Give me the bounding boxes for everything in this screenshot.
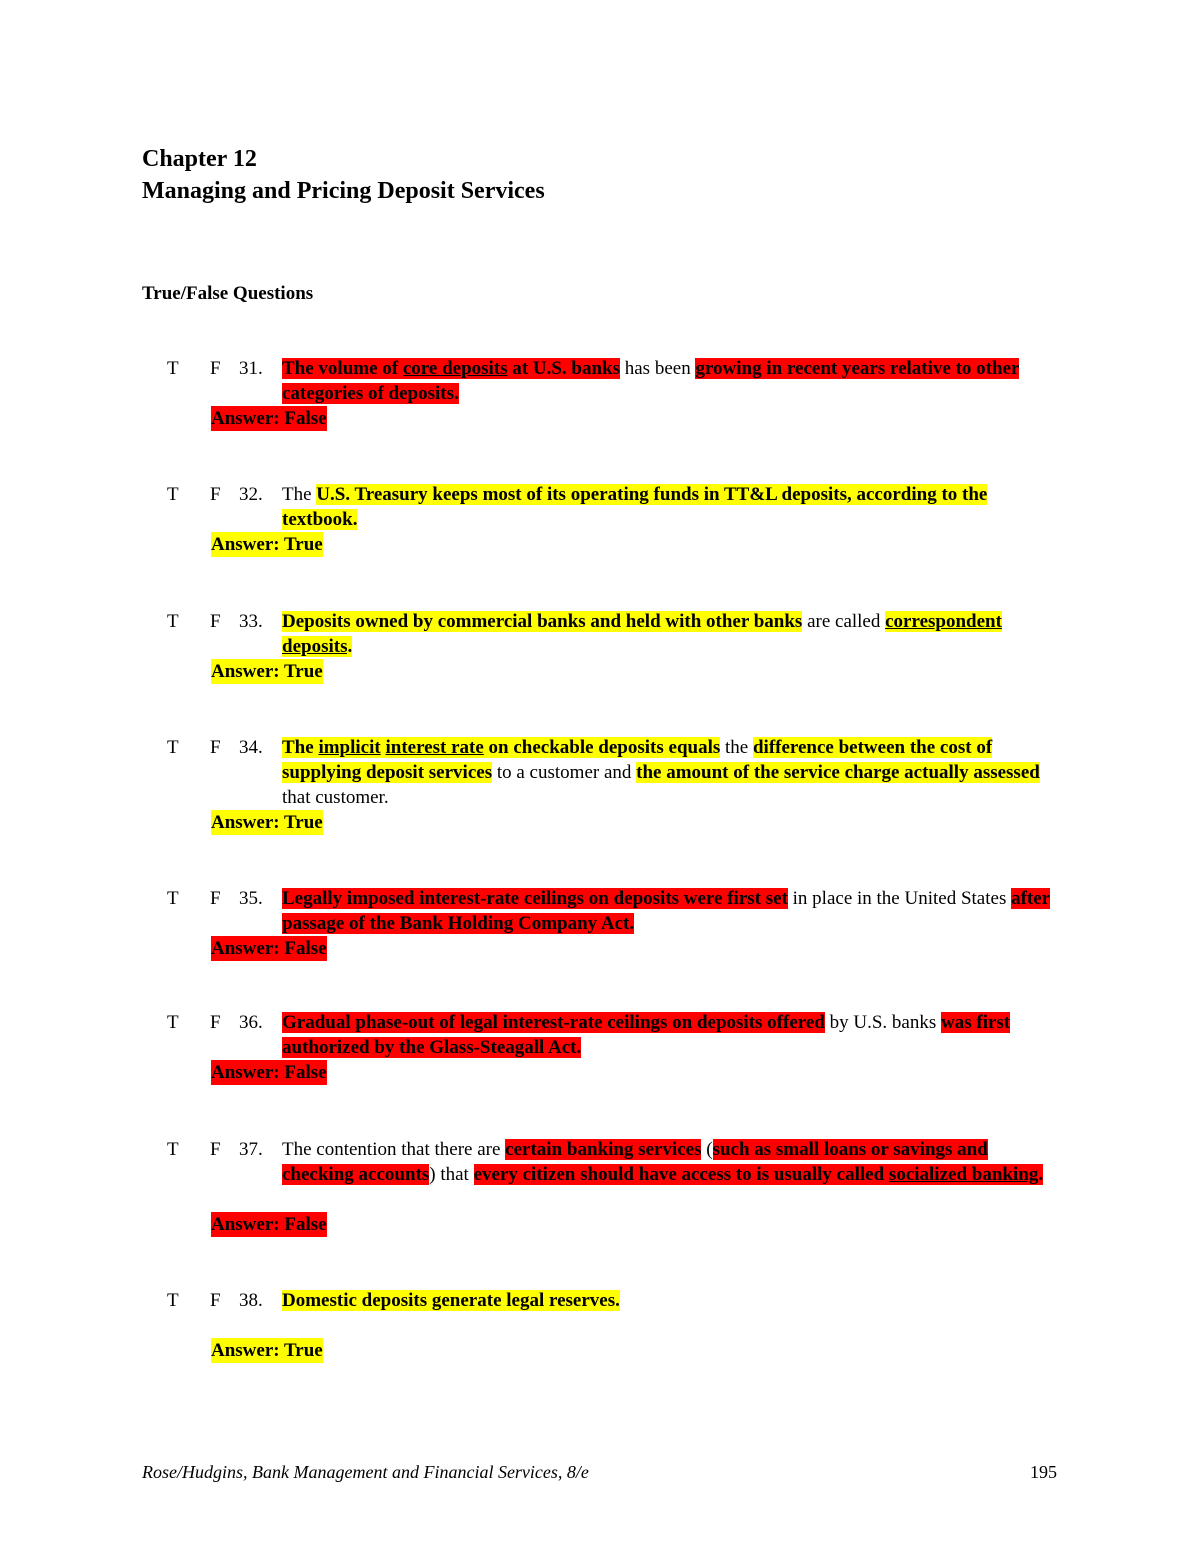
- question-text-segment: Domestic deposits generate legal reserves.: [282, 1290, 620, 1311]
- question-number: 37.: [239, 1139, 263, 1160]
- chapter-heading: [142, 143, 545, 207]
- question-text-segment: interest rate: [385, 737, 484, 758]
- question-text-segment: deposits: [282, 636, 348, 657]
- false-option[interactable]: F: [210, 358, 221, 379]
- question-text-segment: The: [282, 484, 317, 505]
- question-number: 31.: [239, 358, 263, 379]
- question-text-segment: Deposits owned by commercial banks and held with other banks: [282, 611, 803, 632]
- answer-label: Answer: False: [211, 938, 327, 959]
- question-text-segment: at U.S. banks: [507, 358, 620, 379]
- question-text-segment: The contention that there are: [282, 1139, 506, 1160]
- question-number: 36.: [239, 1012, 263, 1033]
- true-option[interactable]: T: [167, 1012, 179, 1033]
- true-option[interactable]: T: [167, 1139, 179, 1160]
- answer-label: Answer: True: [211, 812, 323, 833]
- question-text-segment: that customer.: [282, 787, 389, 808]
- question-text-segment: by U.S. banks: [824, 1012, 941, 1033]
- question-text-segment: in place in the United States: [787, 888, 1012, 909]
- false-option[interactable]: F: [210, 1290, 221, 1311]
- answer-label: Answer: False: [211, 1214, 327, 1235]
- true-option[interactable]: T: [167, 1290, 179, 1311]
- footer-page-number: 195: [1030, 1462, 1057, 1482]
- false-option[interactable]: F: [210, 611, 221, 632]
- true-option[interactable]: T: [167, 888, 179, 909]
- question-text-segment: has been: [620, 358, 696, 379]
- question-text-segment: U.S. Treasury keeps most of its operating funds in TT&L deposits, according to the textbook.: [282, 484, 988, 530]
- answer-label: Answer: False: [211, 408, 327, 429]
- question-text-segment: difference between the cost of supplying deposit services: [282, 737, 993, 783]
- question-text-segment: The volume of: [282, 358, 403, 379]
- question-text-segment: on checkable deposits equals: [483, 737, 721, 758]
- answer-label: Answer: False: [211, 1062, 327, 1083]
- answer-label: Answer: True: [211, 1340, 323, 1361]
- true-option[interactable]: T: [167, 737, 179, 758]
- true-option[interactable]: T: [167, 611, 179, 632]
- question-text-segment: .: [1038, 1164, 1044, 1185]
- false-option[interactable]: F: [210, 888, 221, 909]
- question-text-segment: .: [347, 636, 353, 657]
- question-text-segment: every citizen should have access to is usually called: [473, 1164, 889, 1185]
- false-option[interactable]: F: [210, 484, 221, 505]
- footer-source: Rose/Hudgins, Bank Management and Financial Services, 8/e: [142, 1462, 589, 1482]
- question-text-segment: Legally imposed interest-rate ceilings on deposits were first set: [282, 888, 788, 909]
- section-title: True/False Questions: [142, 283, 314, 304]
- false-option[interactable]: F: [210, 737, 221, 758]
- question-text-segment: Gradual phase-out of legal interest-rate ceilings on deposits offered: [282, 1012, 825, 1033]
- question-text-segment: growing in recent years relative to other categories of deposits.: [282, 358, 1020, 404]
- question-number: 32.: [239, 484, 263, 505]
- question-text: [282, 482, 1062, 532]
- question-text: [282, 886, 1062, 936]
- question-text-segment: (: [701, 1139, 713, 1160]
- question-text-segment: after passage of the Bank Holding Company Act.: [282, 888, 1051, 934]
- question-text: [282, 1010, 1062, 1060]
- question-text-segment: certain banking services: [505, 1139, 702, 1160]
- answer-label: Answer: True: [211, 534, 323, 555]
- question-text: [282, 735, 1062, 810]
- question-number: 35.: [239, 888, 263, 909]
- chapter-title: Managing and Pricing Deposit Services: [142, 178, 545, 204]
- question-text-segment: core deposits: [402, 358, 508, 379]
- question-text-segment: implicit: [318, 737, 381, 758]
- question-text-segment: correspondent: [885, 611, 1002, 632]
- question-text-segment: was first authorized by the Glass-Steagall Act.: [282, 1012, 1011, 1058]
- question-text-segment: to a customer and: [492, 762, 637, 783]
- question-text-segment: socialized banking: [888, 1164, 1039, 1185]
- true-option[interactable]: T: [167, 358, 179, 379]
- question-text-segment: the: [720, 737, 753, 758]
- chapter-number: Chapter 12: [142, 146, 257, 172]
- question-number: 34.: [239, 737, 263, 758]
- question-text: [282, 609, 1062, 659]
- question-number: 38.: [239, 1290, 263, 1311]
- question-text: [282, 1288, 1062, 1313]
- question-text-segment: the amount of the service charge actually assessed: [636, 762, 1040, 783]
- question-text-segment: such as small loans or savings and checking accounts: [282, 1139, 988, 1185]
- question-text-segment: ) that: [429, 1164, 474, 1185]
- question-text-segment: The: [282, 737, 319, 758]
- question-text: [282, 1137, 1062, 1187]
- answer-label: Answer: True: [211, 661, 323, 682]
- false-option[interactable]: F: [210, 1139, 221, 1160]
- question-text: [282, 356, 1062, 406]
- question-text-segment: are called: [802, 611, 886, 632]
- question-number: 33.: [239, 611, 263, 632]
- false-option[interactable]: F: [210, 1012, 221, 1033]
- true-option[interactable]: T: [167, 484, 179, 505]
